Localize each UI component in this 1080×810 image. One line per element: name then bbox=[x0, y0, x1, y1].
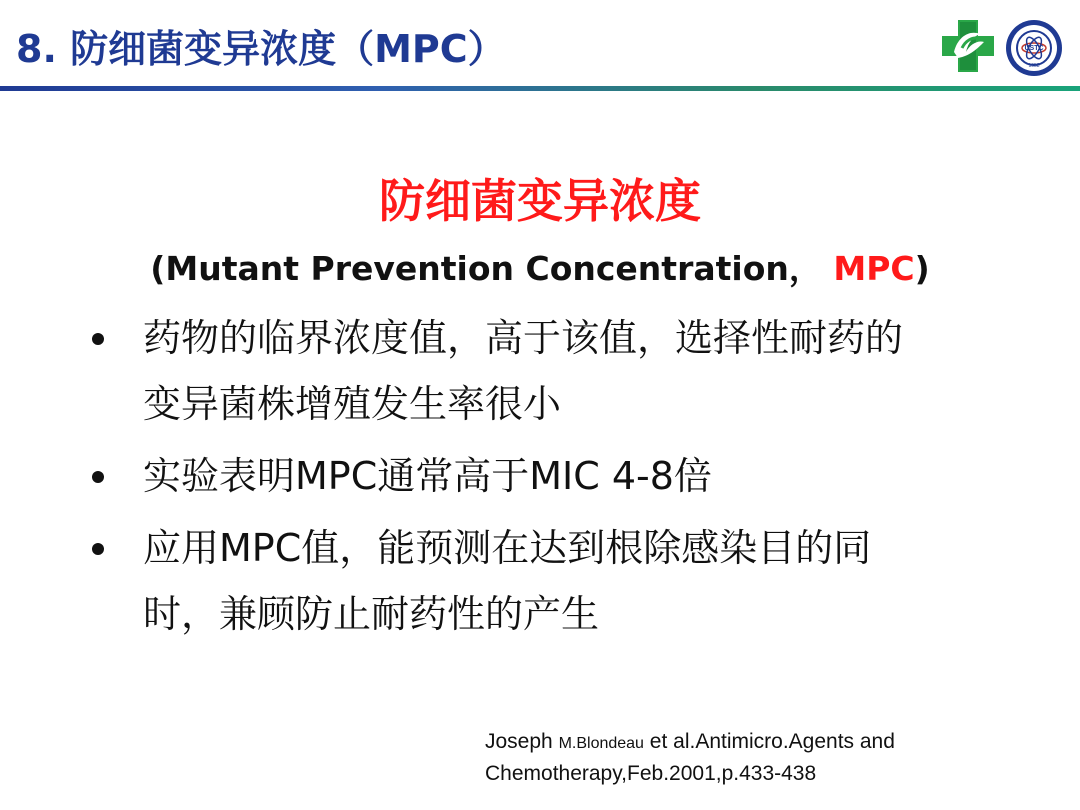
green-cross-logo-icon bbox=[940, 18, 996, 74]
subtitle-suffix: ) bbox=[914, 249, 930, 288]
seal-text: USTC bbox=[1024, 45, 1044, 52]
bullet-line: 变异菌株增殖发生率很小 bbox=[143, 382, 562, 426]
reference-line-1 bbox=[485, 727, 1045, 759]
bullet-line: 实验表明MPC通常高于MIC 4-8倍 bbox=[143, 454, 712, 498]
bullet-line: 应用MPC值，能预测在达到根除感染目的同 bbox=[143, 526, 872, 570]
bullet-dot-icon bbox=[92, 471, 104, 483]
reference-citation-1: et al.Antimicro.Agents and bbox=[643, 730, 895, 753]
subtitle-prefix: (Mutant Prevention Concentration， bbox=[150, 249, 834, 288]
bullet-item bbox=[88, 443, 1008, 509]
subtitle bbox=[0, 243, 1080, 290]
reference-citation bbox=[485, 727, 1045, 789]
header-divider bbox=[0, 86, 1080, 91]
seal-year: 1958 bbox=[1028, 63, 1040, 69]
bullet-line: 药物的临界浓度值，高于该值，选择性耐药的 bbox=[143, 316, 904, 360]
page-title: 8. 防细菌变异浓度（MPC） bbox=[16, 27, 506, 71]
ustc-seal-logo-icon bbox=[1004, 18, 1064, 78]
reference-line-2: Chemotherapy,Feb.2001,p.433-438 bbox=[485, 762, 817, 785]
bullet-item bbox=[88, 515, 1008, 647]
bullet-dot-icon bbox=[92, 543, 104, 555]
reference-author-first: Joseph bbox=[485, 730, 559, 753]
bullet-item bbox=[88, 305, 1008, 437]
bullet-list bbox=[88, 305, 1008, 653]
main-heading: 防细菌变异浓度 bbox=[379, 174, 701, 228]
bullet-line: 时，兼顾防止耐药性的产生 bbox=[143, 592, 600, 636]
subtitle-abbr: MPC bbox=[833, 249, 915, 288]
bullet-dot-icon bbox=[92, 333, 104, 345]
reference-author-rest: M.Blondeau bbox=[558, 735, 644, 752]
